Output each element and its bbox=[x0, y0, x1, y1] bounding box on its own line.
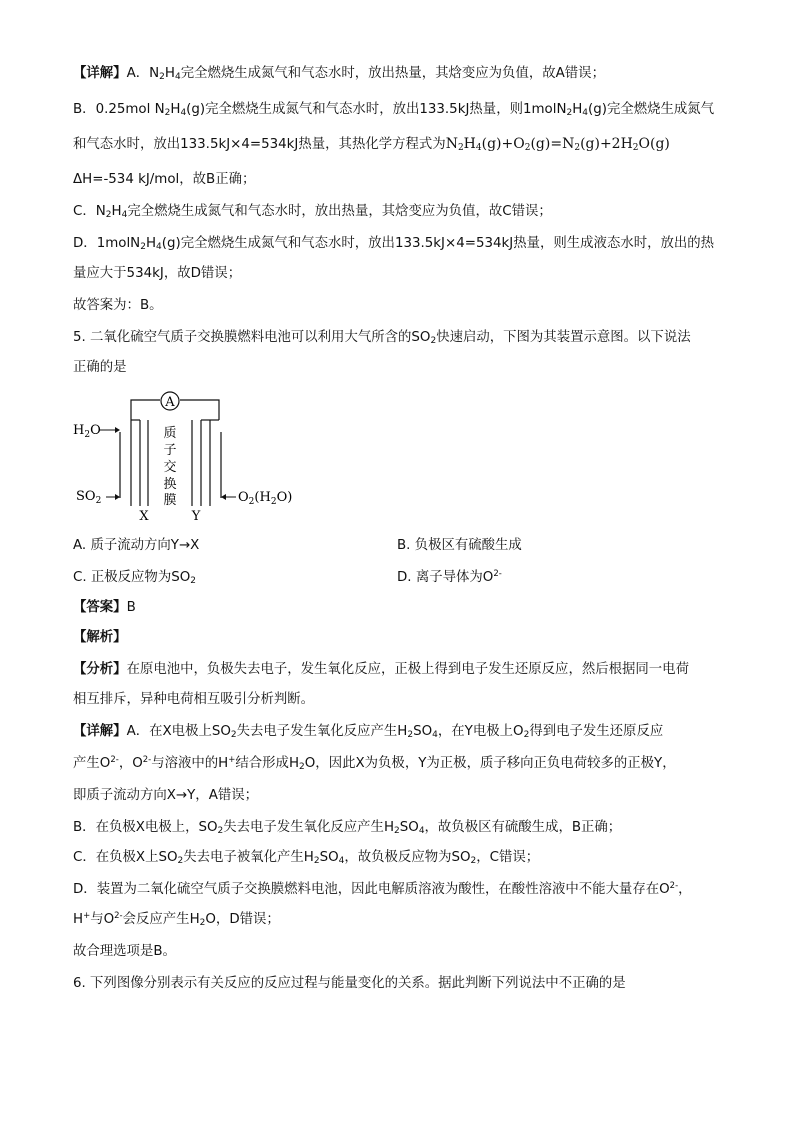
q5-fenxi-line1: 【分析】在原电池中，负极失去电子，发生氧化反应，正极上得到电子发生还原反应，然后根据同一电荷 bbox=[73, 662, 689, 677]
circuit-wire bbox=[131, 400, 160, 420]
svg-text:交: 交 bbox=[163, 460, 177, 475]
q5-option-a: A. 质子流动方向Y→X bbox=[73, 538, 200, 553]
electrode-y-label: Y bbox=[191, 509, 201, 524]
q5-detail-line6: D．装置为二氧化硫空气质子交换膜燃料电池，因此电解质溶液为酸性，在酸性溶液中不能大量存在$O^{2-}$， bbox=[73, 881, 692, 897]
q5-option-d: D. 离子导体为$O^{2-}$ bbox=[397, 569, 502, 585]
svg-text:子: 子 bbox=[163, 443, 177, 458]
q4-explain-d-line1: D．$1molN_2H_4(g)$完全燃烧生成氮气和气态水时，放出133.5kJ×4=534kJ热量，则生成液态水时，放出的热 bbox=[73, 236, 715, 252]
q5-detail-line7: H+与$O^{2-}$会反应产生$H_2O$，D错误； bbox=[73, 911, 280, 928]
q5-detail-line3: 即质子流动方向X→Y，A错误； bbox=[73, 788, 259, 803]
q5-detail-line2: 产生$O^{2-}$，$O^{2-}$与溶液中的H+结合形成$H_2O$，因此X为负极，Y为正极，质子移向正负电荷较多的正极Y， bbox=[73, 755, 676, 772]
q4-explain-b-line3: ΔH=-534 kJ/mol，故B正确； bbox=[73, 172, 256, 187]
electrode-x-label: X bbox=[139, 509, 149, 524]
q6-stem: 6. 下列图像分别表示有关反应的反应过程与能量变化的关系。据此判断下列说法中不正确的是 bbox=[73, 976, 626, 991]
q5-option-b: B. 负极区有硫酸生成 bbox=[397, 538, 522, 553]
q5-analysis-heading: 【解析】 bbox=[73, 630, 127, 645]
q4-explain-b-line1: B．0.25mol $N_2H_4(g)$完全燃烧生成氮气和气态水时，放出133.5kJ热量，则$1molN_2H_4(g)$完全燃烧生成氮气 bbox=[73, 102, 715, 118]
inlet-so2-label: $SO_2$ bbox=[76, 489, 102, 506]
inlet-oxygen-label: $O_2(H_2O)$ bbox=[238, 490, 293, 507]
q5-detail-line5: C．在负极X上$SO_2$失去电子被氧化产生$H_2SO_4$，故负极反应物为$SO_2$，C错误； bbox=[73, 850, 540, 866]
q4-explain-d-line2: 量应大于534kJ，故D错误； bbox=[73, 266, 242, 281]
circuit-wire-right bbox=[180, 400, 219, 420]
explain-tag: 【详解】 bbox=[73, 66, 127, 81]
q4-explain-a: 【详解】A．$N_2H_4$完全燃烧生成氮气和气态水时，放出热量，其焓变应为负值，故A错误； bbox=[73, 66, 605, 82]
q4-answer: 故答案为：B。 bbox=[73, 298, 163, 313]
q4-explain-b-line2: 和气态水时，放出133.5kJ×4=534kJ热量，其热化学方程式为$N_2H_4(g)+O_2(g)=N_2(g)+2H_2O(g)$ bbox=[73, 136, 670, 153]
q5-stem-line2: 正确的是 bbox=[73, 360, 127, 375]
q5-conclusion: 故合理选项是B。 bbox=[73, 944, 176, 959]
svg-text:换: 换 bbox=[163, 477, 177, 492]
svg-text:质: 质 bbox=[163, 426, 177, 441]
q5-detail-line1: 【详解】A．在X电极上$SO_2$失去电子发生氧化反应产生$H_2SO_4$，在Y电极上$O_2$得到电子发生还原反应 bbox=[73, 724, 664, 740]
thermochemical-equation: $N_2H_4(g)+O_2(g)=N_2(g)+2H_2O(g)$ bbox=[445, 136, 670, 153]
fuel-cell-diagram bbox=[70, 388, 310, 524]
q4-explain-c: C．$N_2H_4$完全燃烧生成氮气和气态水时，放出热量，其焓变应为负值，故C错误； bbox=[73, 204, 552, 220]
q5-fenxi-line2: 相互排斥，异种电荷相互吸引分析判断。 bbox=[73, 692, 315, 707]
membrane-label bbox=[163, 426, 176, 508]
svg-text:膜: 膜 bbox=[163, 493, 177, 508]
ammeter-label: A bbox=[165, 395, 175, 410]
q5-option-c: C. 正极反应物为$SO_2$ bbox=[73, 570, 196, 586]
inlet-water-label: $H_2O$ bbox=[73, 423, 101, 440]
q5-detail-line4: B．在负极X电极上，$SO_2$失去电子发生氧化反应产生$H_2SO_4$，故负极区有硫酸生成，B正确； bbox=[73, 820, 622, 836]
q5-answer: 【答案】B bbox=[73, 600, 136, 615]
q5-stem-line1: 5. 二氧化硫空气质子交换膜燃料电池可以利用大气所含的$SO_2$快速启动，下图为其装置示意图。以下说法 bbox=[73, 330, 691, 346]
